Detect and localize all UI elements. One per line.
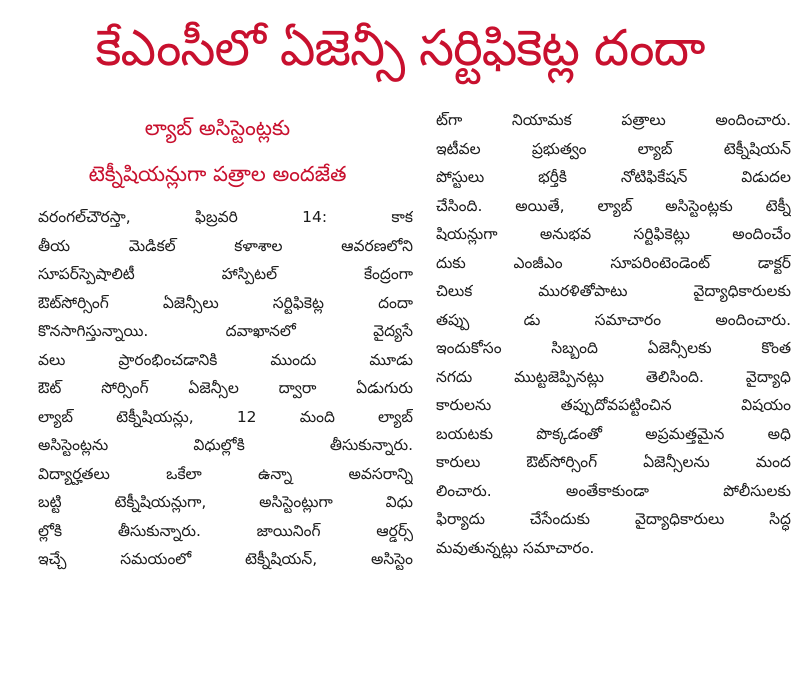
body-line: పోస్టులు భర్తీకి నోటిఫికేషన్ విడుదల xyxy=(436,168,791,186)
body-line: తీయ మెడికల్ కళాశాల ఆవరణలోని xyxy=(38,236,413,255)
body-line: ల్యాబ్ టెక్నీషియన్లు, 12 మంది ల్యాబ్ xyxy=(38,407,413,426)
body-line: ఔట్ సోర్సింగ్ ఏజెన్సీల ద్వారా ఏడుగురు xyxy=(38,379,413,397)
body-line: బయటకు పొక్కడంతో అప్రమత్తమైన అధి xyxy=(436,424,791,443)
body-line: చిలుక మురళితోపాటు వైద్యాధికారులకు xyxy=(436,282,791,300)
body-line: బట్టి టెక్నీషియన్లుగా, అసిస్టెంట్లుగా విధు xyxy=(38,493,413,511)
body-line: ఔట్‌సోర్సింగ్ ఏజెన్సీలు సర్టిఫికెట్ల దందా xyxy=(38,293,413,312)
body-line: సూపర్‌స్పెషాలిటీ హాస్పిటల్ కేంద్రంగా xyxy=(38,265,413,283)
body-line: లించారు. అంతేకాకుండా పోలీసులకు xyxy=(436,481,791,500)
body-line: కారులను తప్పుదోవపట్టించిన విషయం xyxy=(436,396,791,414)
body-line: అసిస్టెంట్లను విధుల్లోకి తీసుకున్నారు. xyxy=(38,436,413,454)
body-line: షియన్లుగా అనుభవ సర్టిఫికెట్లు అందించేం xyxy=(436,225,791,243)
body-line: ఇచ్చే సమయంలో టెక్నీషియన్, అసిస్టెం xyxy=(38,550,413,568)
body-line: ఇటీవల ప్రభుత్వం ల్యాబ్ టెక్నీషియన్ xyxy=(436,139,791,158)
headline: కేఎంసీలో ఏజెన్సీ సర్టిఫికెట్ల దందా xyxy=(95,19,705,77)
body-line: వరంగల్‌చౌరస్తా, ఫిబ్రవరి 14: కాక xyxy=(38,208,413,226)
subheadline-line-1: ల్యాబ్ అసిస్టెంట్లకు xyxy=(144,116,291,140)
body-line: ట్‌గా నియామక పత్రాలు అందించారు. xyxy=(436,111,791,129)
right-column xyxy=(436,106,791,562)
body-line: దుకు ఎంజీఎం సూపరింటెండెంట్ డాక్టర్ xyxy=(436,253,791,272)
body-line: నగదు ముట్టజెప్పినట్లు తెలిసింది. వైద్యాధి xyxy=(436,367,791,386)
body-line: ఇందుకోసం సిబ్బంది ఏజెన్సీలకు కొంత xyxy=(436,339,791,357)
body-line: ల్లోకి తీసుకున్నారు. జాయినింగ్ ఆర్డర్స్ xyxy=(38,521,413,540)
left-column xyxy=(38,203,413,574)
body-line: తప్పు డు సమాచారం అందించారు. xyxy=(436,310,791,329)
body-line: కారులు ఔట్‌సోర్సింగ్ ఏజెన్సీలను మంద xyxy=(436,453,791,471)
body-line: విద్యార్హతలు ఒకేలా ఉన్నా అవసరాన్ని xyxy=(38,464,413,483)
body-line: చేసింది. అయితే, ల్యాబ్ అసిస్టెంట్లకు టెక్నీ xyxy=(436,196,791,215)
body-line: మవుతున్నట్లు సమాచారం. xyxy=(436,538,595,557)
body-line: వలు ప్రారంభించడానికి ముందు మూడు xyxy=(38,350,413,369)
subheadline-line-2: టెక్నీషియన్లుగా పత్రాల అందజేత xyxy=(88,162,347,186)
body-line: కొనసాగిస్తున్నాయి. దవాఖానలో వైద్యసే xyxy=(38,322,413,340)
body-line: ఫిర్యాదు చేసేందుకు వైద్యాధికారులు సిద్ధ xyxy=(436,510,791,528)
